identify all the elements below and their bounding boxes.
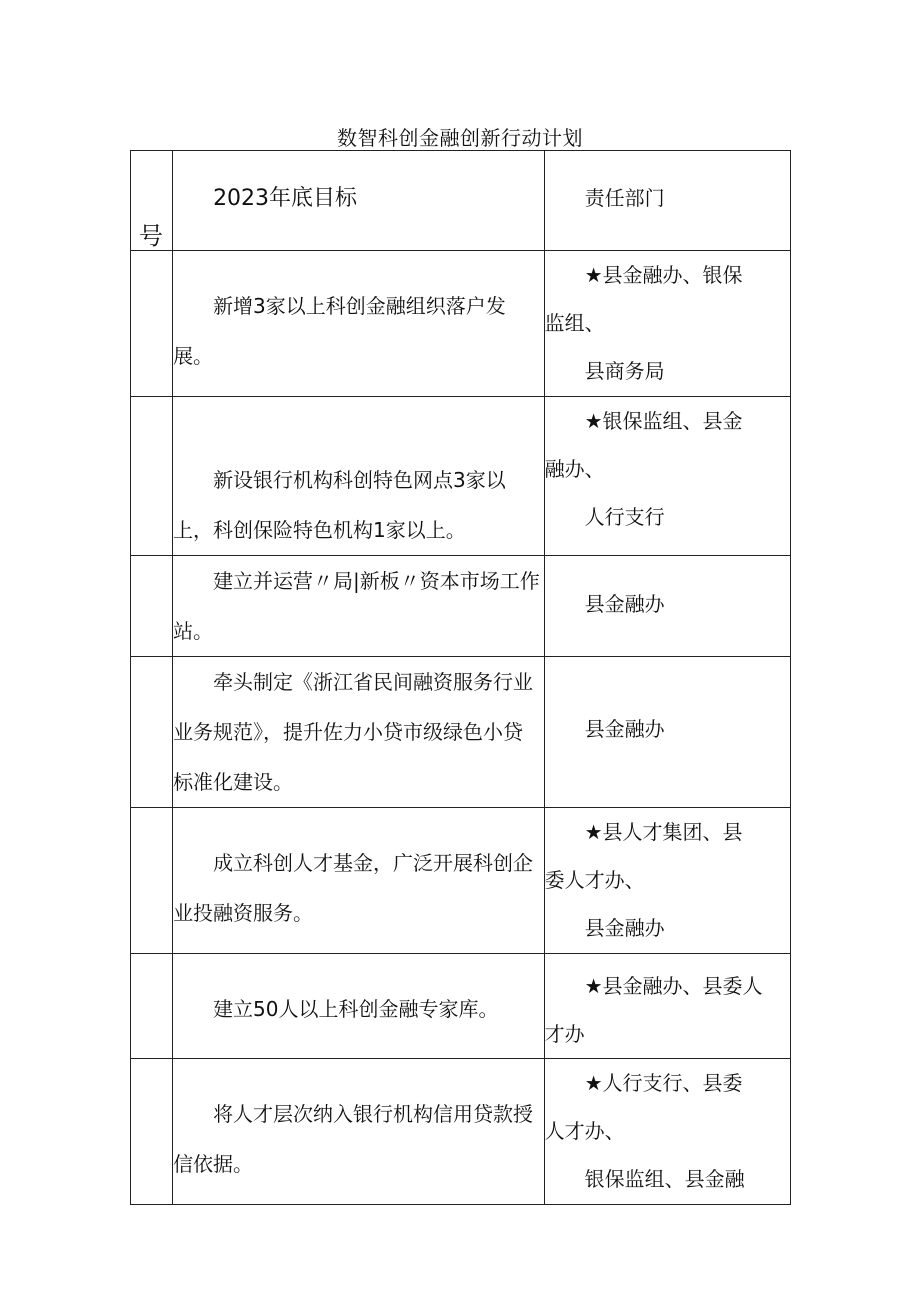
row-goal-cell — [173, 397, 545, 556]
row-number-cell — [131, 397, 173, 556]
row-dept-line: 委人才办、 — [544, 868, 645, 892]
table-row — [131, 397, 791, 556]
row-goal-cell — [173, 657, 545, 808]
table-row — [131, 1059, 791, 1205]
row-dept-line: ★县金融办、县委人 — [584, 974, 763, 998]
row-dept-cell — [544, 954, 790, 1059]
row-goal-cell — [173, 251, 545, 397]
table-header-row — [131, 151, 791, 251]
row-dept-line: 县金融办 — [584, 717, 665, 741]
row-dept-line: 才办 — [544, 1022, 585, 1046]
row-dept-cell — [544, 556, 790, 657]
row-dept-line: 融办、 — [544, 457, 605, 481]
row-number-cell — [131, 1059, 173, 1205]
table-row — [131, 808, 791, 954]
header-dept-cell — [544, 151, 790, 251]
row-number-cell — [131, 954, 173, 1059]
row-dept-line: 人才办、 — [544, 1119, 625, 1143]
row-dept-line: 银保监组、县金融 — [584, 1167, 745, 1191]
row-dept-line: 人行支行 — [584, 505, 665, 529]
row-goal-text: 新增3家以上科创金融组织落户发展。 — [173, 294, 506, 368]
header-goal-cell — [173, 151, 545, 251]
row-dept-cell — [544, 251, 790, 397]
header-goal: 2023年底目标 — [213, 186, 358, 211]
table-row — [131, 251, 791, 397]
row-goal-cell — [173, 954, 545, 1059]
row-dept-line: ★县金融办、银保 — [584, 263, 743, 287]
row-number-cell — [131, 657, 173, 808]
header-number-cell — [131, 151, 173, 251]
header-dept: 责任部门 — [584, 186, 665, 210]
row-goal-text: 新设银行机构科创特色网点3家以上，科创保险特色机构1家以上。 — [173, 468, 506, 542]
table-row — [131, 556, 791, 657]
action-plan-table — [130, 150, 791, 1205]
row-dept-cell — [544, 1059, 790, 1205]
row-goal-cell — [173, 556, 545, 657]
row-dept-line: 县商务局 — [584, 359, 665, 383]
row-dept-cell — [544, 808, 790, 954]
row-dept-cell — [544, 397, 790, 556]
row-goal-text: 牵头制定《浙江省民间融资服务行业业务规范》，提升佐力小贷市级绿色小贷标准化建设。 — [173, 670, 534, 794]
table-row — [131, 954, 791, 1059]
row-dept-line: ★人行支行、县委 — [584, 1071, 743, 1095]
row-goal-cell — [173, 1059, 545, 1205]
row-goal-text: 建立并运营〃局|新板〃资本市场工作站。 — [173, 569, 540, 643]
row-dept-line: ★县人才集团、县 — [584, 820, 743, 844]
row-goal-text: 将人才层次纳入银行机构信用贷款授信依据。 — [173, 1102, 534, 1176]
row-dept-line: 监组、 — [544, 311, 605, 335]
row-number-cell — [131, 251, 173, 397]
table-row — [131, 657, 791, 808]
page-title: 数智科创金融创新行动计划 — [337, 126, 583, 150]
row-dept-line: ★银保监组、县金 — [584, 409, 743, 433]
row-number-cell — [131, 808, 173, 954]
row-dept-line: 县金融办 — [584, 592, 665, 616]
row-dept-cell — [544, 657, 790, 808]
row-dept-line: 县金融办 — [584, 916, 665, 940]
row-goal-cell — [173, 808, 545, 954]
row-goal-text: 成立科创人才基金，广泛开展科创企业投融资服务。 — [173, 851, 534, 925]
row-number-cell — [131, 556, 173, 657]
header-number: 号 — [139, 222, 163, 250]
row-goal-text: 建立50人以上科创金融专家库。 — [213, 997, 499, 1021]
